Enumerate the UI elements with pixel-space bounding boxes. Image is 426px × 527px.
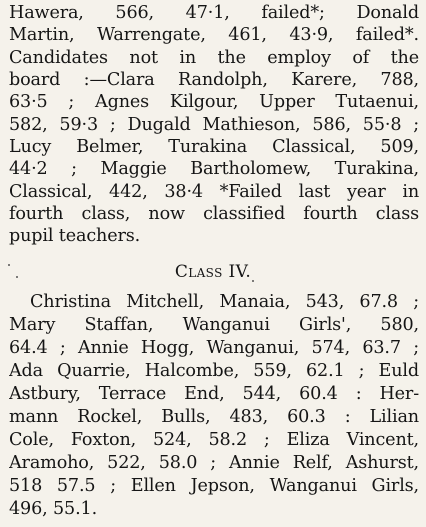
text-line: Classical, 442, 38·4 *Failed last year in (9, 182, 419, 202)
scan-speck (16, 276, 18, 278)
text-line: 63·5 ; Agnes Kilgour, Upper Tutaenui, (9, 92, 419, 112)
text-line: Ada Quarrie, Halcombe, 559, 62.1 ; Euld (9, 361, 419, 381)
text-line: mann Rockel, Bulls, 483, 60.3 : Lilian (9, 407, 419, 427)
scan-speck (8, 264, 10, 266)
text-line: Aramoho, 522, 58.0 ; Annie Relf, Ashurst, (9, 453, 419, 473)
text-line: 582, 59·3 ; Dugald Mathieson, 586, 55·8 ; (9, 115, 419, 135)
text-line: fourth class, now classified fourth class (9, 204, 419, 224)
text-line: 496, 55.1. (9, 499, 98, 519)
text-line: Martin, Warrengate, 461, 43·9, failed*. (9, 25, 419, 45)
text-line: Astbury, Terrace End, 544, 60.4 : Her- (9, 384, 419, 404)
scan-speck (252, 280, 254, 282)
text-line: Hawera, 566, 47·1, failed*; Donald (9, 3, 419, 23)
text-line: Christina Mitchell, Manaia, 543, 67.8 ; (30, 292, 419, 312)
text-line: 518 57.5 ; Ellen Jepson, Wanganui Girls, (9, 476, 419, 496)
text-line: Candidates not in the employ of the (9, 48, 419, 68)
text-line: 64.4 ; Annie Hogg, Wanganui, 574, 63.7 ; (9, 338, 419, 358)
text-line: board :—Clara Randolph, Karere, 788, (9, 70, 419, 90)
section-heading: Class IV. (174, 262, 252, 282)
text-line: pupil teachers. (9, 226, 141, 246)
text-line: Lucy Belmer, Turakina Classical, 509, (9, 137, 419, 157)
text-line: Cole, Foxton, 524, 58.2 ; Eliza Vincent, (9, 430, 419, 450)
text-line: Mary Staffan, Wanganui Girls', 580, (9, 315, 419, 335)
text-line: 44·2 ; Maggie Bartholomew, Turakina, (9, 159, 419, 179)
